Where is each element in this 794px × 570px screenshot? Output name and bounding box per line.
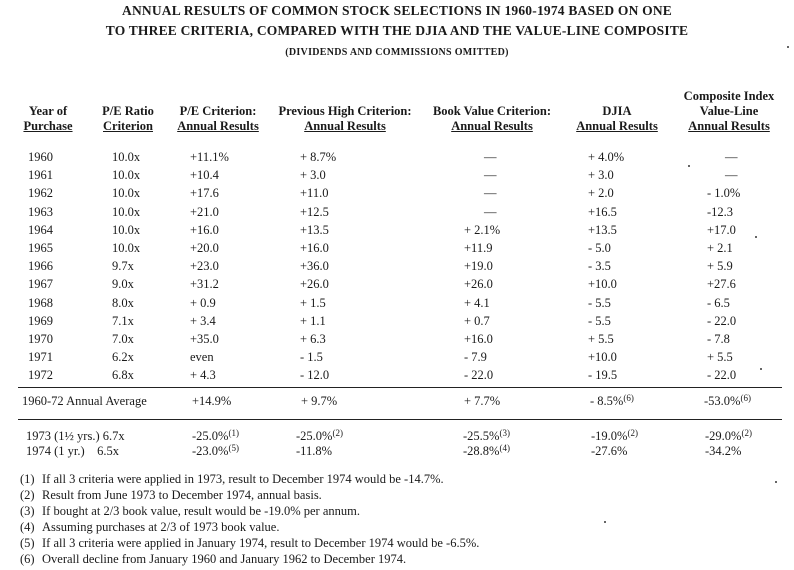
cell-book-value: +16.0 (464, 332, 493, 346)
cell-prev-high: +26.0 (300, 277, 329, 292)
row-1973-composite: -29.0%$^{(2)}$ (705, 428, 752, 443)
cell-pe-ratio: 6.2x (112, 350, 134, 365)
cell-prev-high: - 1.5 (300, 350, 323, 365)
cell-prev-high: - 12.0 (300, 368, 330, 383)
average-label: 1960-72 Annual Average (22, 394, 147, 408)
cell-book-value: +19.0 (464, 259, 493, 274)
cell-djia: + 4.0% (588, 150, 625, 164)
cell-year: 1963 (28, 204, 53, 219)
average-prev-high: + 9.7% (301, 394, 338, 408)
cell-book-value: — (484, 168, 497, 183)
cell-pe-ratio: 10.0x (112, 168, 141, 183)
footnote-4: (4) Assuming purchases at 2/3 of 1973 book value. (20, 520, 280, 534)
cell-year: 1962 (28, 186, 53, 201)
cell-book-value: — (484, 204, 497, 219)
cell-prev-high: +16.0 (300, 241, 329, 255)
header-pe-ratio: P/E Ratio Criterion (102, 104, 154, 133)
cell-pe-ratio: 10.0x (112, 186, 141, 201)
cell-djia: +16.5 (588, 204, 617, 219)
cell-composite: - 1.0% (707, 186, 741, 201)
cell-pe-results: +21.0 (190, 204, 219, 219)
rule-bottom (18, 419, 782, 420)
cell-pe-results: + 3.4 (190, 313, 216, 328)
cell-book-value: +26.0 (464, 277, 493, 292)
cell-prev-high: + 3.0 (300, 168, 326, 183)
cell-prev-high: + 1.5 (300, 295, 326, 310)
cell-composite: - 22.0 (707, 368, 737, 383)
cell-djia: +10.0 (588, 350, 617, 365)
row-1973-djia: -19.0%$^{(2)}$ (591, 428, 638, 443)
cell-prev-high: + 6.3 (300, 332, 326, 346)
cell-djia: - 3.5 (588, 259, 611, 274)
header-year: Year of Purchase (23, 104, 73, 133)
cell-pe-results: + 4.3 (190, 368, 216, 383)
title-line-2: TO THREE CRITERIA, COMPARED WITH THE DJIA AND THE VALUE-LINE COMPOSITE (105, 23, 689, 38)
average-djia: - 8.5%$^{(6)}$ (590, 393, 634, 408)
row-1974-book: -28.8%$^{(4)}$ (463, 443, 510, 458)
cell-composite: - 6.5 (707, 295, 730, 310)
cell-book-value: + 4.1 (464, 295, 490, 310)
cell-prev-high: +11.0 (300, 186, 329, 201)
row-1973-prev: -25.0%$^{(2)}$ (296, 428, 343, 443)
subtitle: (DIVIDENDS AND COMMISSIONS OMITTED) (285, 47, 509, 58)
cell-composite: + 5.9 (707, 259, 733, 274)
average-book-value: + 7.7% (464, 394, 501, 408)
cell-composite: -12.3 (707, 204, 734, 219)
cell-pe-ratio: 6.8x (112, 368, 134, 383)
cell-djia: - 19.5 (588, 368, 618, 383)
cell-year: 1966 (28, 259, 53, 274)
cell-pe-ratio: 7.0x (112, 332, 134, 346)
cell-pe-results: +31.2 (190, 277, 219, 292)
cell-book-value: — (484, 186, 497, 201)
rule-top (18, 387, 782, 388)
cell-djia: + 2.0 (588, 186, 614, 201)
average-composite: -53.0%$^{(6)}$ (704, 393, 751, 408)
cell-pe-results: +23.0 (190, 259, 219, 274)
cell-composite: — (725, 150, 738, 164)
footnote-5: (5) If all 3 criteria were applied in January 1974, result to December 1974 would be -6.5%. (20, 536, 480, 550)
title-line-1: ANNUAL RESULTS OF COMMON STOCK SELECTIONS IN 1960-1974 BASED ON ONE (122, 3, 672, 18)
cell-year: 1967 (28, 277, 53, 292)
cell-composite: + 5.5 (707, 350, 733, 365)
cell-year: 1972 (28, 368, 53, 383)
cell-prev-high: +13.5 (300, 222, 329, 237)
cell-pe-results: +20.0 (190, 241, 219, 255)
cell-pe-results: +11.1% (190, 150, 229, 164)
cell-composite: +27.6 (707, 277, 736, 292)
header-previous-high: Previous High Criterion: Annual Results (278, 104, 412, 133)
cell-djia: +10.0 (588, 277, 617, 292)
cell-pe-results: even (190, 350, 214, 365)
print-speck (775, 481, 777, 483)
row-1974-label: 1974 (1 yr.) 6.5x (26, 444, 120, 458)
cell-djia: - 5.0 (588, 241, 611, 255)
footnote-6: (6) Overall decline from January 1960 and January 1962 to December 1974. (20, 552, 407, 566)
cell-book-value: — (484, 150, 497, 164)
cell-djia: + 5.5 (588, 332, 614, 346)
cell-year: 1969 (28, 313, 53, 328)
cell-prev-high: + 8.7% (300, 150, 337, 164)
cell-pe-ratio: 9.0x (112, 277, 134, 292)
print-speck (760, 368, 762, 370)
cell-pe-ratio: 10.0x (112, 241, 141, 255)
cell-pe-ratio: 10.0x (112, 222, 141, 237)
row-1974-prev: -11.8% (296, 444, 332, 458)
print-speck (787, 46, 789, 48)
row-1974-pe: -23.0%$^{(5)}$ (192, 443, 239, 458)
header-djia: DJIA Annual Results (576, 104, 658, 133)
cell-year: 1960 (28, 150, 53, 164)
footnote-2: (2) Result from June 1973 to December 1974, annual basis. (20, 488, 322, 502)
average-pe-results: +14.9% (192, 394, 232, 408)
cell-pe-results: +16.0 (190, 222, 219, 237)
cell-prev-high: +36.0 (300, 259, 329, 274)
cell-year: 1968 (28, 295, 53, 310)
cell-pe-results: +35.0 (190, 332, 219, 346)
footnote-1: (1) If all 3 criteria were applied in 1973, result to December 1974 would be -14.7%. (20, 472, 444, 486)
cell-djia: - 5.5 (588, 313, 611, 328)
cell-year: 1961 (28, 168, 53, 183)
cell-composite: +17.0 (707, 222, 736, 237)
cell-pe-ratio: 8.0x (112, 295, 134, 310)
cell-pe-results: +10.4 (190, 168, 219, 183)
cell-djia: +13.5 (588, 222, 617, 237)
footnote-3: (3) If bought at 2/3 book value, result would be -19.0% per annum. (20, 504, 360, 518)
cell-pe-ratio: 9.7x (112, 259, 134, 274)
row-1973-pe: -25.0%$^{(1)}$ (192, 428, 239, 443)
print-speck (755, 236, 757, 238)
row-1974-composite: -34.2% (705, 444, 742, 458)
header-pe-results: P/E Criterion: Annual Results (177, 104, 259, 133)
cell-composite: - 22.0 (707, 313, 737, 328)
cell-prev-high: + 1.1 (300, 313, 326, 328)
cell-djia: - 5.5 (588, 295, 611, 310)
row-1973-label: 1973 (1½ yrs.) 6.7x (26, 429, 125, 443)
cell-composite: + 2.1 (707, 241, 733, 255)
cell-book-value: +11.9 (464, 241, 493, 255)
row-1973-book: -25.5%$^{(3)}$ (463, 428, 510, 443)
header-composite: Composite Index Value-Line Annual Results (683, 89, 775, 133)
print-speck (604, 521, 606, 523)
cell-pe-results: +17.6 (190, 186, 219, 201)
cell-composite: - 7.8 (707, 332, 730, 346)
cell-pe-ratio: 10.0x (112, 204, 141, 219)
cell-prev-high: +12.5 (300, 204, 329, 219)
cell-year: 1965 (28, 241, 53, 255)
cell-djia: + 3.0 (588, 168, 614, 183)
header-book-value: Book Value Criterion: Annual Results (432, 104, 552, 133)
cell-pe-results: + 0.9 (190, 295, 216, 310)
cell-pe-ratio: 7.1x (112, 313, 134, 328)
cell-book-value: - 7.9 (464, 350, 487, 365)
cell-book-value: - 22.0 (464, 368, 494, 383)
cell-composite: — (725, 168, 738, 183)
row-1974-djia: -27.6% (591, 444, 628, 458)
cell-year: 1964 (28, 222, 53, 237)
cell-book-value: + 0.7 (464, 313, 490, 328)
cell-year: 1971 (28, 350, 53, 365)
cell-pe-ratio: 10.0x (112, 150, 141, 164)
print-speck (688, 165, 690, 167)
cell-year: 1970 (28, 332, 53, 346)
cell-book-value: + 2.1% (464, 222, 501, 237)
